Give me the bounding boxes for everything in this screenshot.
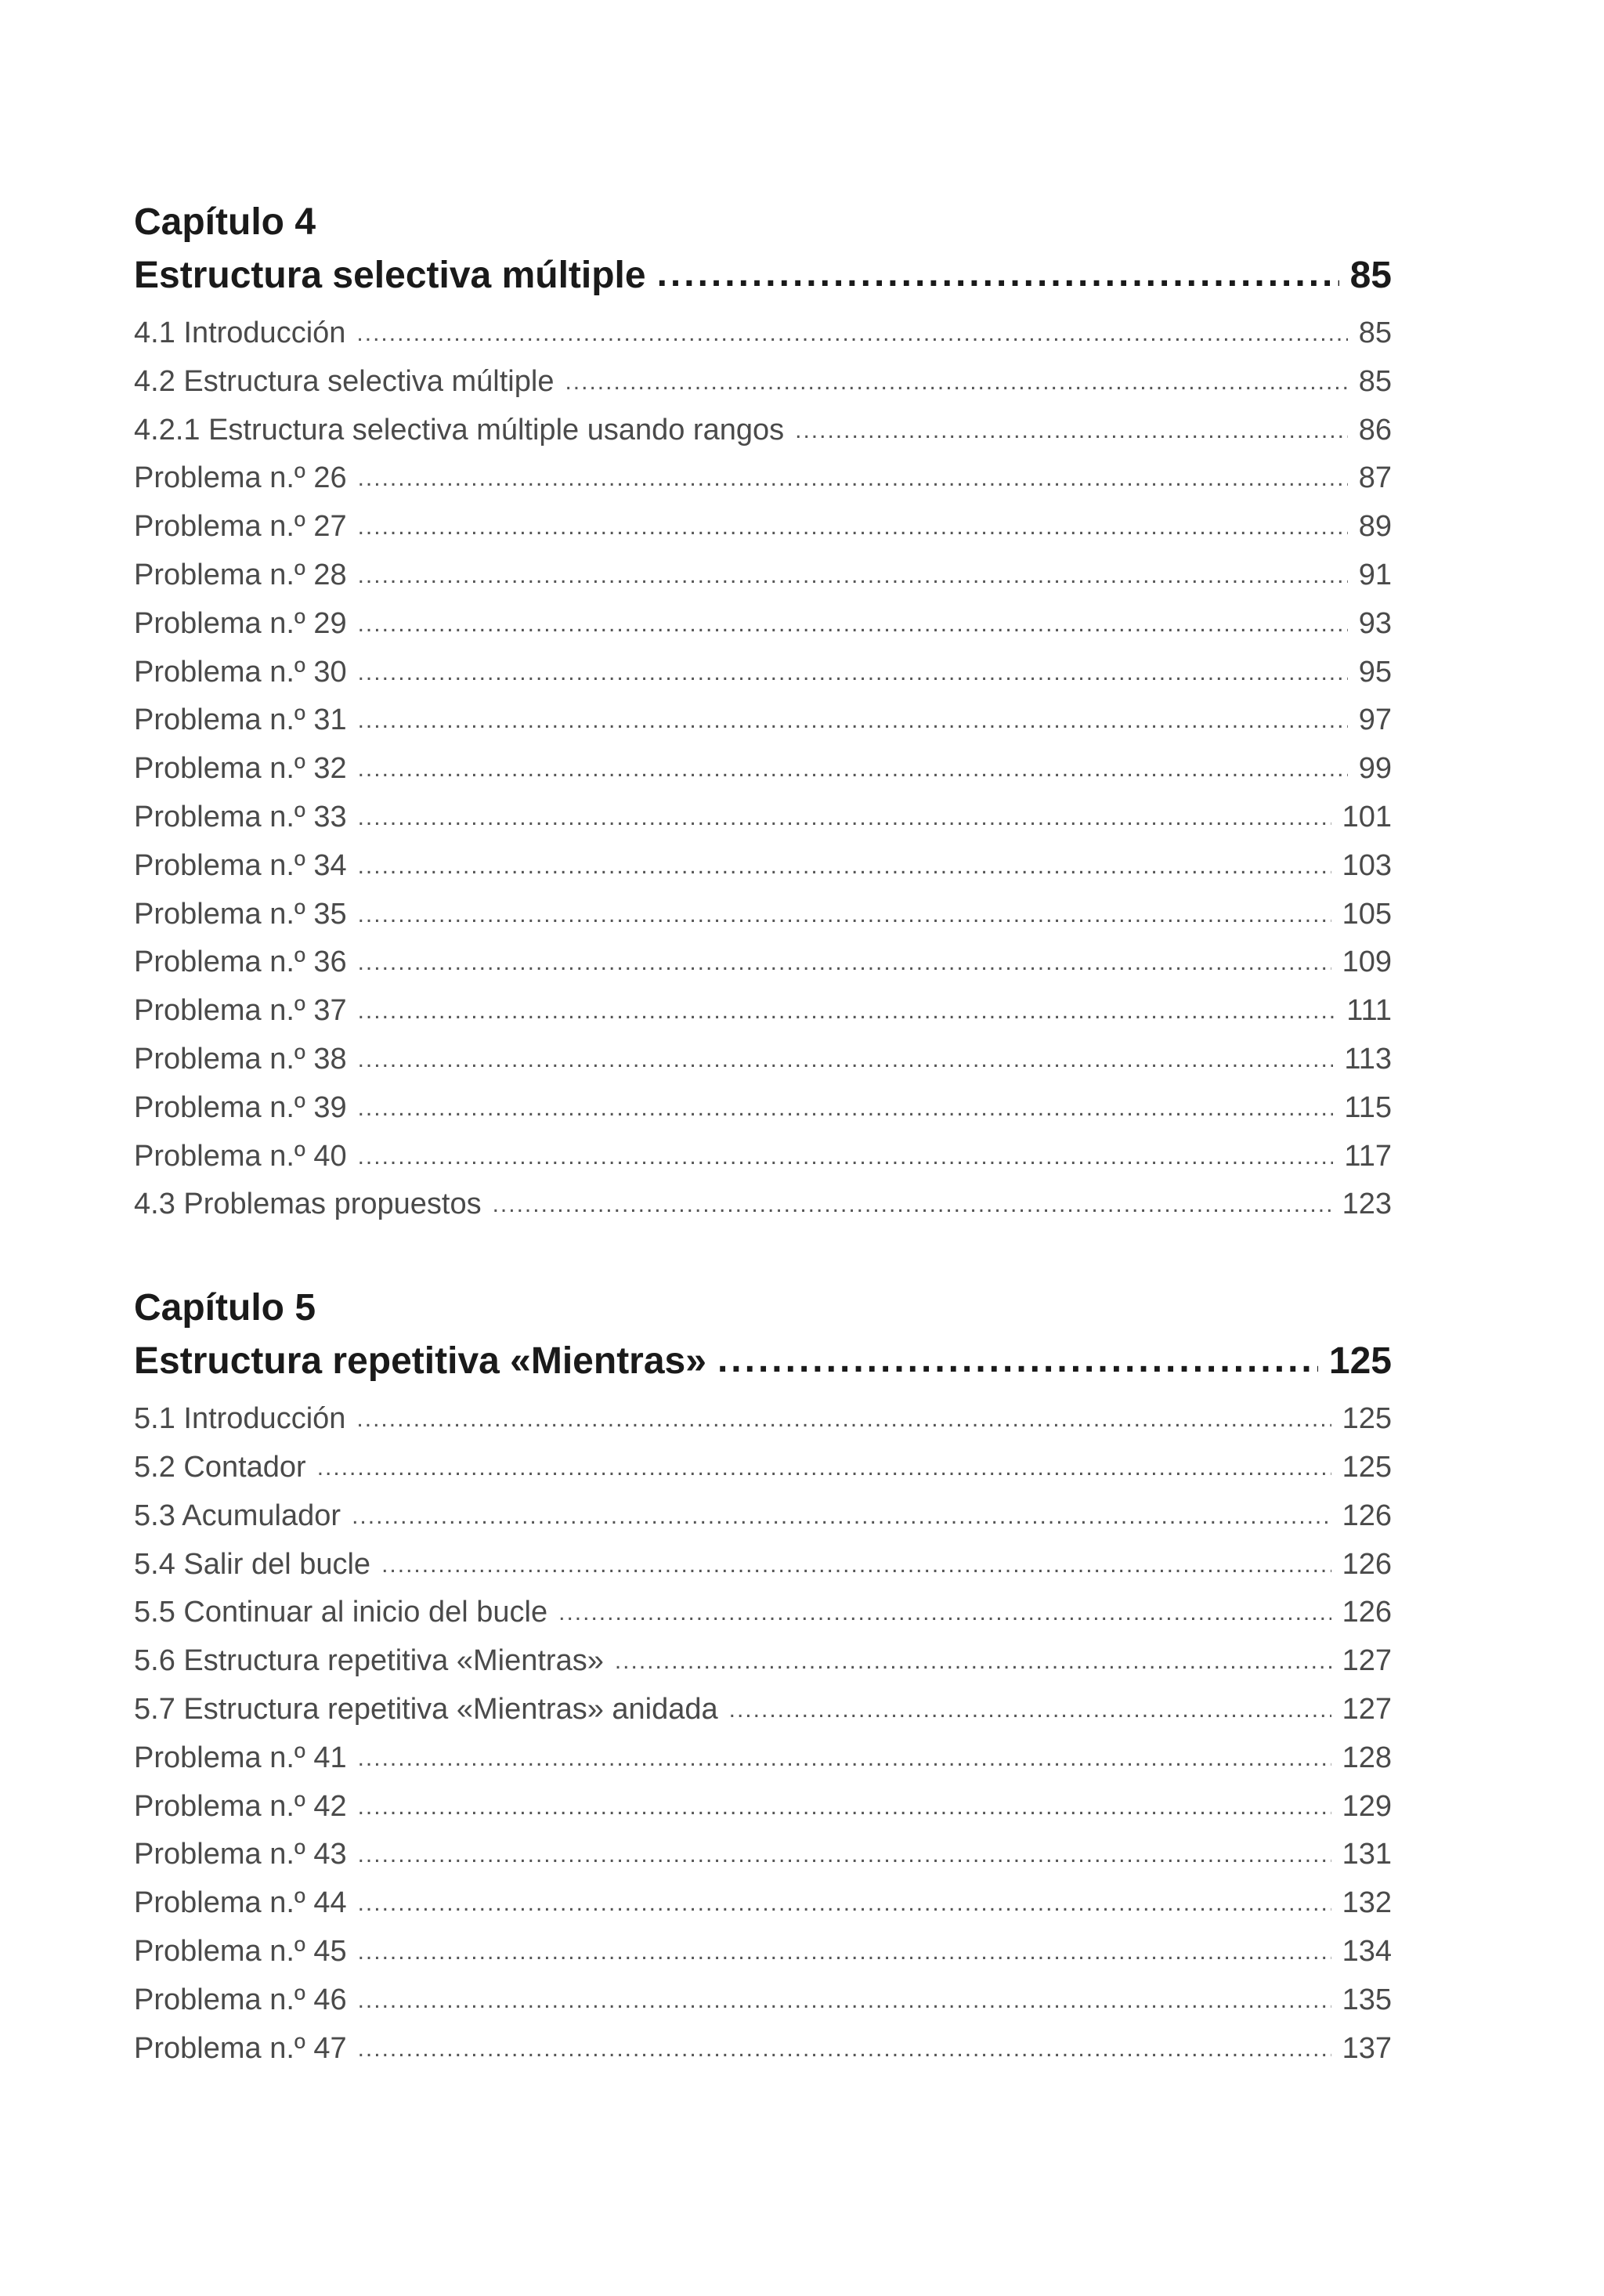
toc-entry[interactable] xyxy=(134,1542,1392,1590)
toc-entry-page-number: 125 xyxy=(1342,1402,1392,1436)
dot-leader xyxy=(358,1929,1331,1976)
toc-entry-page-number: 105 xyxy=(1342,897,1392,931)
dot-leader xyxy=(358,456,1348,502)
toc-entry-label: Problema n.º 40 xyxy=(134,1139,347,1173)
toc-entry[interactable] xyxy=(134,1493,1392,1542)
toc-entry[interactable] xyxy=(134,1085,1392,1134)
toc-entry-label: 4.3 Problemas propuestos xyxy=(134,1188,482,1221)
toc-entry[interactable] xyxy=(134,359,1392,407)
dot-leader xyxy=(558,1590,1331,1636)
toc-entry[interactable] xyxy=(134,1396,1392,1444)
dot-leader xyxy=(358,602,1348,648)
toc-entry-label: 5.2 Contador xyxy=(134,1450,306,1484)
toc-entry-page-number: 89 xyxy=(1358,510,1392,544)
toc-entry-label: 5.7 Estructura repetitiva «Mientras» anidada xyxy=(134,1692,718,1726)
dot-leader xyxy=(358,1832,1331,1878)
dot-leader xyxy=(358,650,1348,696)
toc-entry-label: 4.2 Estructura selectiva múltiple xyxy=(134,364,555,398)
chapter-title: Estructura repetitiva «Mientras» xyxy=(134,1340,706,1383)
toc-entry-page-number: 86 xyxy=(1358,413,1392,447)
toc-entry[interactable] xyxy=(134,552,1392,601)
toc-entry-label: 5.6 Estructura repetitiva «Mientras» xyxy=(134,1644,604,1678)
chapter-label: Capítulo 4 xyxy=(134,201,316,243)
toc-entry[interactable] xyxy=(134,794,1392,843)
toc-entry[interactable] xyxy=(134,891,1392,940)
toc-entry-label: Problema n.º 27 xyxy=(134,510,347,544)
toc-entry[interactable] xyxy=(134,407,1392,456)
toc-entry-page-number: 113 xyxy=(1344,1042,1392,1076)
toc-entry-page-number: 134 xyxy=(1342,1934,1392,1968)
toc-entry-page-number: 91 xyxy=(1358,558,1392,591)
toc-entry-page-number: 128 xyxy=(1342,1741,1392,1774)
toc-entry[interactable] xyxy=(134,697,1392,746)
dot-leader xyxy=(358,989,1336,1035)
toc-entry-page-number: 111 xyxy=(1346,994,1392,1028)
dot-leader xyxy=(358,747,1348,793)
toc-entry-label: Problema n.º 31 xyxy=(134,703,347,737)
toc-entry[interactable] xyxy=(134,1444,1392,1493)
dot-leader xyxy=(358,1881,1331,1927)
chapter-entries xyxy=(134,310,1392,1230)
toc-entry-label: Problema n.º 29 xyxy=(134,606,347,640)
dot-leader xyxy=(358,940,1331,986)
toc-entry-label: Problema n.º 41 xyxy=(134,1741,347,1774)
toc-entry-label: Problema n.º 36 xyxy=(134,946,347,979)
dot-leader xyxy=(615,1639,1331,1685)
dot-leader xyxy=(352,1494,1331,1540)
dot-leader xyxy=(358,698,1348,744)
toc-entry[interactable] xyxy=(134,1784,1392,1832)
toc-entry-label: Problema n.º 26 xyxy=(134,461,347,495)
toc-entry-page-number: 101 xyxy=(1342,800,1392,833)
dot-leader xyxy=(717,1333,1318,1387)
toc-entry[interactable] xyxy=(134,455,1392,504)
toc-entry[interactable] xyxy=(134,939,1392,988)
toc-entry-page-number: 93 xyxy=(1358,606,1392,640)
dot-leader xyxy=(493,1182,1331,1228)
toc-entry-page-number: 85 xyxy=(1358,316,1392,349)
dot-leader xyxy=(358,2027,1331,2073)
dot-leader xyxy=(358,1086,1334,1132)
chapter-section xyxy=(134,1282,1392,2074)
chapter-title-row[interactable] xyxy=(134,249,1392,302)
toc-entry-page-number: 132 xyxy=(1342,1886,1392,1920)
dot-leader xyxy=(358,1134,1334,1181)
toc-entry[interactable] xyxy=(134,1831,1392,1880)
dot-leader xyxy=(657,248,1339,301)
toc-entry[interactable] xyxy=(134,746,1392,794)
dot-leader xyxy=(356,311,1347,357)
toc-entry-page-number: 99 xyxy=(1358,752,1392,786)
toc-entry-page-number: 126 xyxy=(1342,1499,1392,1532)
toc-entry-page-number: 97 xyxy=(1358,703,1392,737)
dot-leader xyxy=(356,1397,1331,1443)
toc-entry-page-number: 131 xyxy=(1342,1838,1392,1871)
toc-entry-label: 4.1 Introducción xyxy=(134,316,346,349)
toc-entry-label: 5.5 Continuar al inicio del bucle xyxy=(134,1596,548,1629)
toc-entry-label: Problema n.º 32 xyxy=(134,752,347,786)
toc-entry-page-number: 126 xyxy=(1342,1547,1392,1581)
toc-entry[interactable] xyxy=(134,988,1392,1036)
toc-entry[interactable] xyxy=(134,1687,1392,1735)
dot-leader xyxy=(358,892,1331,938)
toc-entry[interactable] xyxy=(134,1036,1392,1085)
toc-entry[interactable] xyxy=(134,2026,1392,2074)
dot-leader xyxy=(358,1784,1331,1831)
toc-entry-page-number: 125 xyxy=(1342,1450,1392,1484)
dot-leader xyxy=(358,844,1331,890)
toc-entry-page-number: 87 xyxy=(1358,461,1392,495)
toc-entry-page-number: 135 xyxy=(1342,1983,1392,2016)
dot-leader xyxy=(565,360,1347,406)
dot-leader xyxy=(358,553,1348,599)
toc-entry-label: 5.1 Introducción xyxy=(134,1402,346,1436)
chapter-page-number: 85 xyxy=(1349,255,1392,296)
toc-entry-label: Problema n.º 43 xyxy=(134,1838,347,1871)
toc-entry[interactable] xyxy=(134,843,1392,891)
toc-entry[interactable] xyxy=(134,1181,1392,1230)
dot-leader xyxy=(358,795,1331,841)
table-of-contents xyxy=(134,196,1392,2074)
toc-entry[interactable] xyxy=(134,310,1392,359)
dot-leader xyxy=(358,504,1348,551)
toc-entry[interactable] xyxy=(134,1880,1392,1929)
toc-entry-page-number: 117 xyxy=(1344,1139,1392,1173)
toc-entry-label: Problema n.º 37 xyxy=(134,994,347,1028)
chapter-title: Estructura selectiva múltiple xyxy=(134,255,646,296)
toc-entry-label: Problema n.º 46 xyxy=(134,1983,347,2016)
toc-entry-label: Problema n.º 34 xyxy=(134,848,347,882)
dot-leader xyxy=(381,1542,1331,1589)
chapter-label: Capítulo 5 xyxy=(134,1287,316,1329)
toc-entry[interactable] xyxy=(134,649,1392,698)
toc-entry[interactable] xyxy=(134,601,1392,649)
dot-leader xyxy=(729,1687,1331,1734)
toc-entry-label: Problema n.º 45 xyxy=(134,1934,347,1968)
toc-entry-page-number: 137 xyxy=(1342,2031,1392,2065)
dot-leader xyxy=(358,1978,1331,2024)
chapter-section xyxy=(134,196,1392,1230)
toc-entry[interactable] xyxy=(134,1977,1392,2026)
chapter-entries xyxy=(134,1396,1392,2074)
toc-entry-label: Problema n.º 47 xyxy=(134,2031,347,2065)
toc-entry-label: Problema n.º 35 xyxy=(134,897,347,931)
toc-entry-page-number: 123 xyxy=(1342,1188,1392,1221)
chapter-title-row[interactable] xyxy=(134,1335,1392,1388)
toc-entry-page-number: 126 xyxy=(1342,1596,1392,1629)
toc-entry[interactable] xyxy=(134,1589,1392,1638)
toc-entry-label: Problema n.º 30 xyxy=(134,655,347,689)
toc-entry[interactable] xyxy=(134,1638,1392,1687)
toc-entry-page-number: 103 xyxy=(1342,848,1392,882)
toc-entry-label: Problema n.º 42 xyxy=(134,1789,347,1823)
toc-entry-label: Problema n.º 44 xyxy=(134,1886,347,1920)
toc-entry-label: 5.4 Salir del bucle xyxy=(134,1547,371,1581)
toc-entry[interactable] xyxy=(134,504,1392,552)
toc-entry-page-number: 115 xyxy=(1344,1090,1392,1124)
dot-leader xyxy=(317,1445,1331,1491)
toc-entry-page-number: 127 xyxy=(1342,1644,1392,1678)
dot-leader xyxy=(795,408,1348,454)
toc-entry-label: Problema n.º 39 xyxy=(134,1090,347,1124)
toc-entry-page-number: 85 xyxy=(1358,364,1392,398)
toc-entry-page-number: 127 xyxy=(1342,1692,1392,1726)
toc-entry-label: Problema n.º 33 xyxy=(134,800,347,833)
dot-leader xyxy=(358,1736,1331,1782)
toc-entry-page-number: 109 xyxy=(1342,946,1392,979)
toc-entry-label: Problema n.º 28 xyxy=(134,558,347,591)
toc-entry-page-number: 95 xyxy=(1358,655,1392,689)
chapter-page-number: 125 xyxy=(1328,1340,1392,1383)
toc-entry[interactable] xyxy=(134,1134,1392,1182)
toc-entry[interactable] xyxy=(134,1929,1392,1977)
dot-leader xyxy=(358,1037,1334,1083)
toc-entry-label: 5.3 Acumulador xyxy=(134,1499,341,1532)
toc-entry-label: 4.2.1 Estructura selectiva múltiple usando rangos xyxy=(134,413,785,447)
toc-entry-label: Problema n.º 38 xyxy=(134,1042,347,1076)
toc-entry[interactable] xyxy=(134,1735,1392,1784)
toc-entry-page-number: 129 xyxy=(1342,1789,1392,1823)
